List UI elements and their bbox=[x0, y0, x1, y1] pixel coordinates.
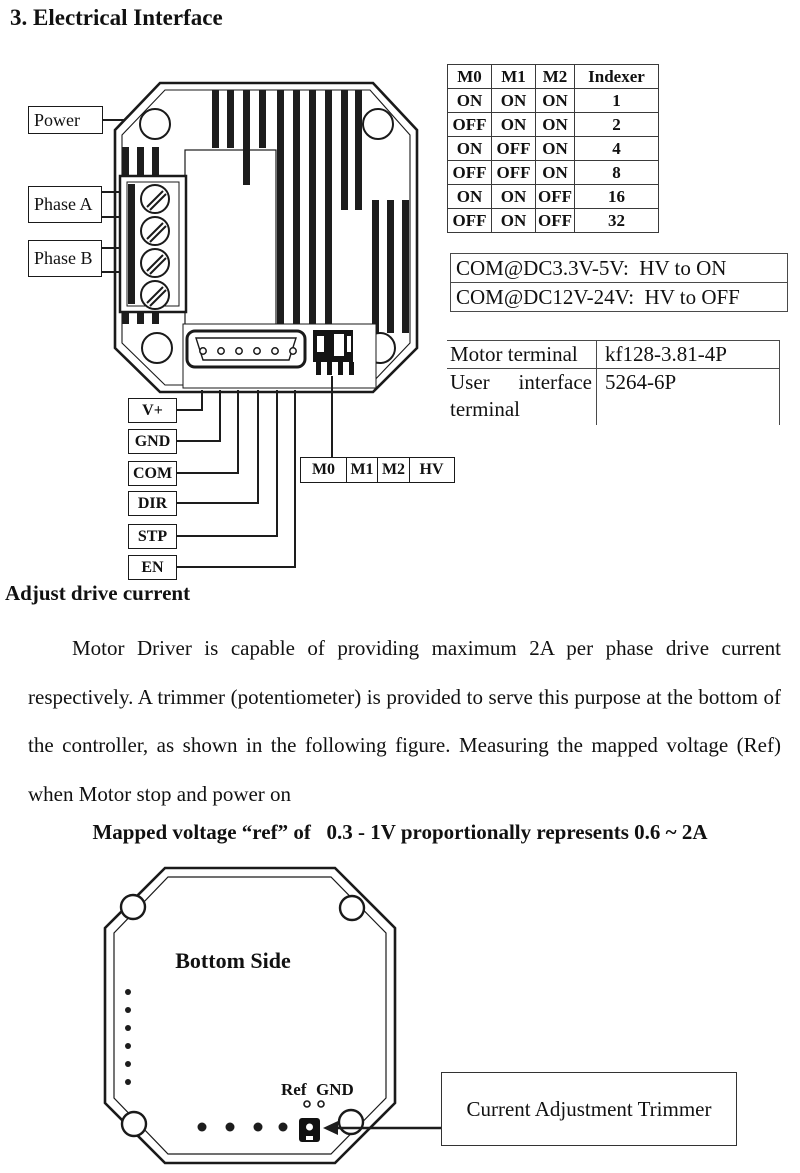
phase-b-label-box bbox=[28, 240, 102, 277]
pcb-window bbox=[185, 150, 276, 328]
table-row bbox=[447, 341, 779, 369]
cell: 2 bbox=[575, 113, 659, 137]
trimmer-callout-label: Current Adjustment Trimmer bbox=[466, 1096, 712, 1121]
pin-v-plus-label: V+ bbox=[142, 401, 163, 419]
column-header: M1 bbox=[492, 65, 536, 89]
phase-a-label-box bbox=[28, 186, 102, 223]
cell: 4 bbox=[575, 137, 659, 161]
mounting-hole bbox=[340, 896, 364, 920]
cell: ON bbox=[536, 113, 575, 137]
connector-pin bbox=[290, 348, 296, 354]
com-voltage-table bbox=[450, 253, 788, 312]
table-header-row bbox=[448, 65, 659, 89]
gnd-test-point bbox=[318, 1101, 324, 1107]
cell: 16 bbox=[575, 185, 659, 209]
cell: OFF bbox=[492, 161, 536, 185]
mapped-voltage-note: Mapped voltage “ref” of 0.3 - 1V proportionally represents 0.6 ~ 2A bbox=[92, 820, 708, 844]
connector-pin bbox=[254, 348, 260, 354]
body-paragraph: Motor Driver is capable of providing maximum 2A per phase drive current respectively. A trimmer (potentiometer) is provided to serve this purpose at the bottom of the controller, as shown in the following figure. Measuring the mapped voltage (Ref) when Motor stop and power on bbox=[28, 636, 781, 806]
phase-b-label: Phase B bbox=[34, 248, 93, 268]
terminal-name: User interface terminal bbox=[447, 369, 597, 425]
switch-hv-label: HV bbox=[419, 461, 444, 478]
switch-hv-box bbox=[409, 457, 455, 483]
column-header: M0 bbox=[448, 65, 492, 89]
pin-gnd-label: GND bbox=[134, 432, 171, 450]
connector-pin bbox=[200, 348, 206, 354]
cell: OFF bbox=[492, 137, 536, 161]
pin-dir-label: DIR bbox=[137, 494, 168, 512]
connector-pin bbox=[272, 348, 278, 354]
pin-v-plus-box bbox=[128, 398, 177, 423]
cell: ON bbox=[448, 185, 492, 209]
table-row bbox=[447, 369, 779, 425]
trimmer-callout-box bbox=[441, 1072, 737, 1146]
terminal-part-number: kf128-3.81-4P bbox=[605, 342, 727, 366]
cell: ON bbox=[492, 209, 536, 233]
cell: ON bbox=[492, 185, 536, 209]
mounting-hole bbox=[122, 1112, 146, 1136]
pin-en-label: EN bbox=[141, 558, 164, 576]
connector-pin bbox=[236, 348, 242, 354]
cell: ON bbox=[492, 113, 536, 137]
switch-m2-label: M2 bbox=[381, 461, 406, 478]
phase-a-label: Phase A bbox=[34, 194, 93, 214]
pin-com-label: COM bbox=[132, 464, 173, 482]
mounting-hole bbox=[140, 109, 170, 139]
cell: ON bbox=[448, 137, 492, 161]
switch-m2-box bbox=[377, 457, 410, 483]
cell: ON bbox=[492, 89, 536, 113]
bottom-side-label: Bottom Side bbox=[175, 948, 291, 973]
terminal-part-number: 5264-6P bbox=[605, 370, 677, 394]
table-row bbox=[448, 161, 659, 185]
com-row: COM@DC12V-24V: HV to OFF bbox=[456, 285, 740, 309]
table-row bbox=[448, 185, 659, 209]
table-row bbox=[448, 209, 659, 233]
com-row: COM@DC3.3V-5V: HV to ON bbox=[451, 254, 787, 283]
power-label: Power bbox=[34, 109, 80, 130]
pin-gnd-box bbox=[128, 429, 177, 454]
pin-com-box bbox=[128, 461, 177, 486]
power-label-box bbox=[28, 106, 103, 134]
ref-test-point bbox=[304, 1101, 310, 1107]
mounting-hole bbox=[142, 333, 172, 363]
mounting-hole bbox=[121, 895, 145, 919]
gnd-label: GND bbox=[316, 1080, 354, 1099]
cell: ON bbox=[448, 89, 492, 113]
terminal-name: Motor terminal bbox=[447, 341, 597, 368]
column-header: M2 bbox=[536, 65, 575, 89]
microstep-table bbox=[447, 64, 659, 233]
table-row bbox=[448, 113, 659, 137]
connector-pin bbox=[218, 348, 224, 354]
cell: ON bbox=[536, 89, 575, 113]
cell: OFF bbox=[536, 185, 575, 209]
table-row bbox=[448, 137, 659, 161]
column-header: Indexer bbox=[575, 65, 659, 89]
mounting-hole bbox=[363, 109, 393, 139]
user-interface-connector bbox=[187, 331, 305, 367]
pin-en-box bbox=[128, 555, 177, 580]
cell: 1 bbox=[575, 89, 659, 113]
mounting-hole bbox=[339, 1110, 363, 1134]
section-heading: Adjust drive current bbox=[5, 581, 191, 605]
ref-label: Ref bbox=[281, 1080, 307, 1099]
motor-terminal-block bbox=[120, 176, 186, 312]
cell: OFF bbox=[448, 161, 492, 185]
table-row bbox=[448, 89, 659, 113]
cell: OFF bbox=[448, 113, 492, 137]
cell: ON bbox=[536, 161, 575, 185]
trimmer-component bbox=[299, 1118, 320, 1142]
cell: ON bbox=[536, 137, 575, 161]
switch-m0-box bbox=[300, 457, 347, 483]
pin-stp-label: STP bbox=[137, 527, 168, 545]
cell: OFF bbox=[448, 209, 492, 233]
cell: 8 bbox=[575, 161, 659, 185]
pin-dir-box bbox=[128, 491, 177, 516]
cell: 32 bbox=[575, 209, 659, 233]
pin-stp-box bbox=[128, 524, 177, 549]
cell: OFF bbox=[536, 209, 575, 233]
terminal-spec-table bbox=[447, 340, 780, 425]
switch-m0-label: M0 bbox=[311, 461, 336, 478]
page-title: 3. Electrical Interface bbox=[10, 5, 223, 30]
switch-m1-label: M1 bbox=[350, 461, 374, 478]
switch-m1-box bbox=[346, 457, 379, 483]
